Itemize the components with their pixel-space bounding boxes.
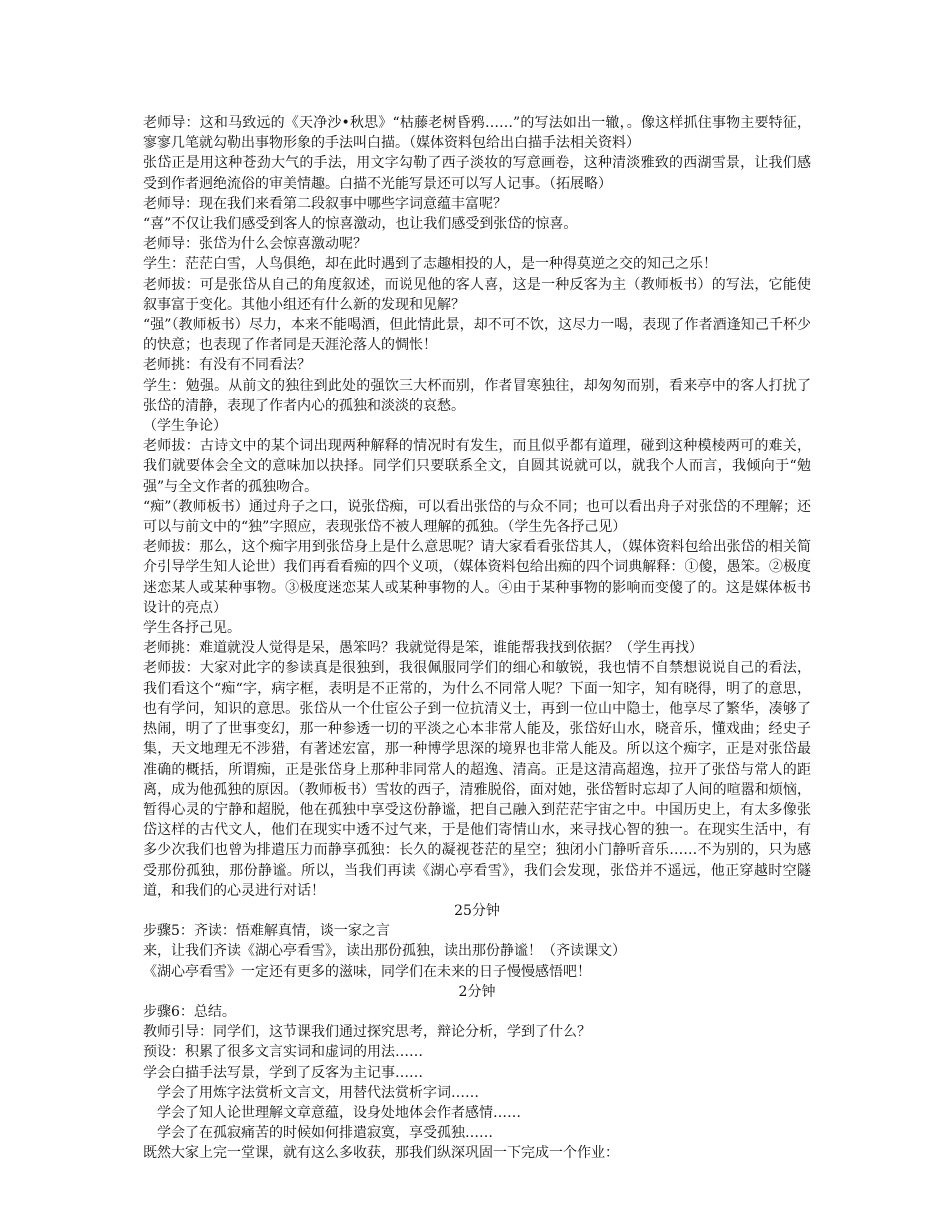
paragraph: 老师拔：那么，这个痴字用到张岱身上是什么意思呢？请大家看看张岱其人，（媒体资料包给出张岱的相关简介引导学生知人论世）我们再看看痴的四个义项，（媒体资料包给出痴的四个词典解释：①傻，愚笨。②极度迷恋某人或某种事物。③极度迷恋某人或某种事物的人。④由于某种事物的影响而变傻了的。这是媒体板书设计的亮点） [143, 539, 811, 616]
paragraph: 老师导：现在我们来看第二段叙事中哪些字词意蕴丰富呢？ [143, 195, 507, 212]
paragraph: 老师拔：大家对此字的参读真是很独到，我很佩服同学们的细心和敏锐，我也情不自禁想说说自己的看法，我们看这个“痴“字，病字框，表明是不正常的，为什么不同常人呢？下面一知字，知有晓得，明了的意思，也有学问，知识的意思。张岱从一个仕宦公子到一位抗清义士，再到一位山中隐士，他享尽了繁华，凑够了热闹，明了了世事变幻，那一种参透一切的平淡之心本非常人能及，张岱好山水，晓音乐，懂戏曲；经史子集，天文地理无不涉猎，有著述宏富，那一种博学思深的境界也非常人能及。所以这个痴字，正是对张岱最准确的概括，所谓痴，正是张岱身上那种非同常人的超逸、清高。正是这清高超逸，拉开了张岱与常人的距离，成为他孤独的原因。（教师板书）雪妆的西子，清雅脱俗，面对她，张岱暂时忘却了人间的喧嚣和烦恼，暂得心灵的宁静和超脱，他在孤独中享受这份静谧，把自己融入到茫茫宇宙之中。中国历史上，有太多像张岱这样的古代文人，他们在现实中透不过气来，于是他们寄情山水，来寻找心智的独一。在现实生活中，有多少次我们也曾为排遣压力而静享孤独：长久的凝视苍茫的星空；独闭小门静听音乐……不为别的，只为感受那份孤独，那份静谧。所以，当我们再读《湖心亭看雪》，我们会发现，张岱并不遥远，他正穿越时空隧道，和我们的心灵进行对话！ [143, 660, 811, 899]
paragraph: 《湖心亭看雪》一定还有更多的滋味，同学们在未来的日子慢慢感悟吧！ [143, 963, 591, 980]
time-marker: 2分钟 [458, 983, 496, 1000]
paragraph: 既然大家上完一堂课，就有这么多收获，那我们纵深巩固一下完成一个作业： [143, 1145, 619, 1162]
paragraph: 教师引导：同学们，这节课我们通过探究思考，辩论分析，学到了什么？ [143, 1024, 591, 1041]
paragraph: 学生：茫茫白雪，人鸟俱绝，却在此时遇到了志趣相投的人，是一种得莫逆之交的知己之乐！ [143, 256, 717, 273]
paragraph: 老师拔：古诗文中的某个词出现两种解释的情况时有发生，而且似乎都有道理，碰到这种模棱两可的难关，我们就要体会全文的意味加以抉择。同学们只要联系全文，自圆其说就可以，就我个人而言，我倾向于“勉强”与全文作者的孤独吻合。 [143, 438, 811, 495]
paragraph: “强”（教师板书）尽力，本来不能喝酒，但此情此景，却不可不饮，这尽力一喝，表现了作者酒逢知己千杯少的快意；也表现了作者同是天涯沦落人的惆怅！ [143, 317, 811, 354]
paragraph: 步骤5：齐读：悟难解真情，谈一家之言 [143, 923, 390, 940]
paragraph: “痴”（教师板书）通过舟子之口，说张岱痴，可以看出张岱的与众不同；也可以看出舟子对张岱的不理解；还可以与前文中的“独”字照应，表现张岱不被人理解的孤独。（学生先各抒己见） [143, 498, 811, 536]
paragraph: 老师挑：难道就没人觉得是呆，愚笨吗？我就觉得是笨，谁能帮我找到依据？（学生再找） [143, 640, 703, 657]
paragraph: 学会了知人论世理解文章意蕴，设身处地体会作者感情…… [157, 1104, 521, 1121]
time-marker: 25分钟 [454, 902, 500, 919]
paragraph: 张岱正是用这种苍劲大气的手法，用文字勾勒了西子淡妆的写意画卷，这种清淡雅致的西湖雪景，让我们感受到作者迥绝流俗的审美情趣。白描不光能写景还可以写人记事。（拓展略） [143, 155, 811, 192]
document-body [143, 113, 811, 1164]
paragraph: 老师挑：有没有不同看法？ [143, 357, 311, 374]
paragraph: 预设：积累了很多文言实词和虚词的用法…… [143, 1044, 423, 1061]
paragraph: 老师拔：可是张岱从自己的角度叙述，而说见他的客人喜，这是一种反客为主（教师板书）的写法，它能使叙事富于变化。其他小组还有什么新的发现和见解？ [143, 276, 811, 313]
paragraph: 学会了用炼字法赏析文言文，用替代法赏析字词…… [157, 1084, 479, 1101]
paragraph: 老师导：张岱为什么会惊喜激动呢？ [143, 236, 367, 253]
paragraph: 学生：勉强。从前文的独往到此处的强饮三大杯而别，作者冒寒独往，却匆匆而别，看来亭中的客人打扰了张岱的清静，表现了作者内心的孤独和淡淡的哀愁。 [143, 377, 811, 414]
paragraph: 学会了在孤寂痛苦的时候如何排遣寂寞，享受孤独…… [157, 1125, 493, 1142]
paragraph: 来，让我们齐读《湖心亭看雪》，读出那份孤独，读出那份静谧！（齐读课文） [143, 943, 626, 960]
paragraph: 老师导：这和马致远的《天净沙•秋思》“枯藤老树昏鸦……”的写法如出一辙，。像这样抓住事物主要特征，寥寥几笔就勾勒出事物形象的手法叫白描。（媒体资料包给出白描手法相关资料） [143, 115, 811, 152]
paragraph: 步骤6：总结。 [143, 1003, 236, 1020]
paragraph: 学会白描手法写景，学到了反客为主记事…… [143, 1064, 423, 1081]
paragraph: “喜”不仅让我们感受到客人的惊喜激动，也让我们感受到张岱的惊喜。 [143, 216, 578, 233]
paragraph: （学生争论） [143, 418, 227, 435]
paragraph: 学生各抒己见。 [143, 620, 241, 637]
